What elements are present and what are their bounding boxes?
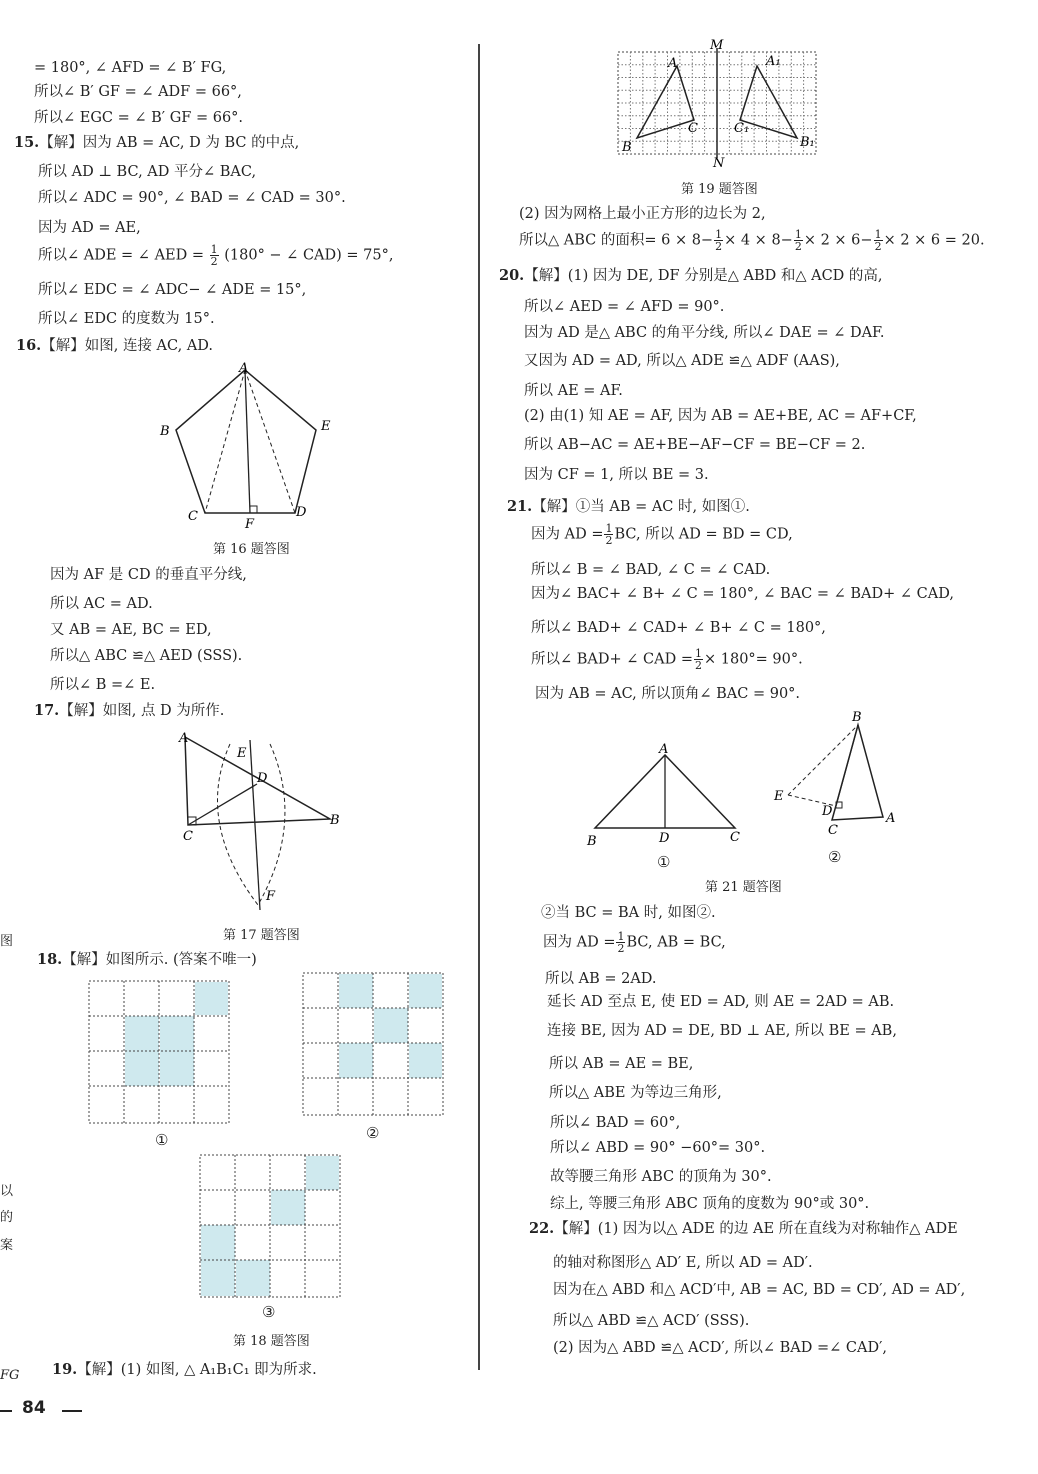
text-line: 所以△ ABC 的面积= 6 × 8− $\frac{1}{2}$ × 4 × 8− $\frac{1}{2}$ × 2 × 6− $\frac{1}{2}$ × 2 × 6 = 20.	[519, 228, 985, 253]
svg-text:A: A	[659, 742, 669, 757]
svg-text:B: B	[587, 834, 597, 849]
text-line: = 180°, ∠ AFD = ∠ B′ FG,	[34, 60, 227, 76]
text-line: 因为在△ ABD 和△ ACD′中, AB = AC, BD = CD′, AD = AD′,	[553, 1282, 966, 1298]
tile-grid-1	[88, 980, 230, 1124]
question-16: 16.【解】如图, 连接 AC, AD.	[16, 337, 214, 354]
text-line: 因为 CF = 1, 所以 BE = 3.	[524, 467, 709, 483]
text-line: 所以 AC = AD.	[50, 596, 153, 612]
svg-text:D: D	[659, 831, 670, 846]
text-line: 所以 AB = AE = BE,	[549, 1056, 694, 1072]
edge-fragment: 的	[0, 1210, 14, 1225]
column-divider	[478, 44, 480, 1370]
svg-text:E: E	[237, 746, 247, 761]
figure-marker: ①	[155, 1131, 169, 1149]
solution-label: 【解】	[39, 135, 83, 151]
svg-text:M: M	[710, 38, 724, 53]
svg-text:C₁: C₁	[734, 121, 750, 136]
text-line: 所以∠ EDC = ∠ ADC− ∠ ADE = 15°,	[38, 282, 307, 298]
text-line: 所以 AE = AF.	[524, 383, 623, 399]
svg-text:A₁: A₁	[766, 54, 781, 69]
svg-text:B: B	[852, 710, 862, 725]
text-line: 所以∠ EDC 的度数为 15°.	[38, 311, 215, 327]
svg-text:A: A	[239, 361, 249, 376]
figure-caption: 第 18 题答图	[233, 1334, 310, 1349]
tile-grid-3	[199, 1154, 341, 1298]
text-line: 所以 AB = 2AD.	[545, 971, 657, 987]
text-line: 延长 AD 至点 E, 使 ED = AD, 则 AE = 2AD = AB.	[547, 994, 895, 1010]
text-line: 因为 AF 是 CD 的垂直平分线,	[50, 567, 247, 583]
isosceles-right-figure	[585, 735, 750, 850]
text-line: 所以 AB−AC = AE+BE−AF−CF = BE−CF = 2.	[524, 437, 866, 453]
text-line: 所以∠ B = ∠ BAD, ∠ C = ∠ CAD.	[531, 562, 771, 578]
text-line: 所以∠ BAD+ ∠ CAD = $\frac{1}{2}$ × 180°= 90°.	[531, 647, 803, 672]
edge-fragment: 案	[0, 1238, 14, 1253]
question-number: 15.	[14, 134, 40, 151]
figure-marker: ②	[828, 848, 842, 866]
text-line: 因为 AB = AC, 所以顶角∠ BAC = 90°.	[535, 686, 801, 702]
text-line: 连接 BE, 因为 AD = DE, BD ⊥ AE, 所以 BE = AB,	[547, 1023, 897, 1039]
text-line: (2) 因为△ ABD ≌△ ACD′, 所以∠ BAD =∠ CAD′,	[553, 1340, 888, 1356]
svg-text:D: D	[822, 804, 833, 819]
text-line: 所以∠ BAD+ ∠ CAD+ ∠ B+ ∠ C = 180°,	[531, 620, 826, 636]
question-21: 21.【解】①当 AB = AC 时, 如图①.	[507, 498, 750, 515]
text-line: 又 AB = AE, BC = ED,	[50, 622, 212, 638]
svg-text:D: D	[296, 505, 307, 520]
text-line: 所以∠ BAD = 60°,	[550, 1115, 681, 1131]
svg-text:E: E	[774, 789, 784, 804]
fraction: $\frac{1}{2}$	[210, 243, 218, 268]
svg-text:C: C	[188, 509, 198, 524]
text-line: 所以△ ABC ≌△ AED (SSS).	[50, 648, 243, 664]
svg-text:B: B	[160, 424, 170, 439]
text-line: 因为 AD = $\frac{1}{2}$ BC, 所以 AD = BD = CD,	[531, 522, 793, 547]
text-line: 又因为 AD = AD, 所以△ ADE ≌△ ADF (AAS),	[524, 353, 840, 369]
grid-reflection-figure	[612, 36, 824, 168]
text-line: 所以∠ ABD = 90° −60°= 30°.	[550, 1140, 766, 1156]
text-line: 因为 AD = AE,	[38, 220, 141, 236]
text-line: 所以∠ AED = ∠ AFD = 90°.	[524, 299, 725, 315]
edge-fragment: FG	[0, 1368, 20, 1383]
svg-text:C: C	[828, 823, 838, 838]
figure-marker: ②	[366, 1124, 380, 1142]
text-line: 所以 AD ⊥ BC, AD 平分∠ BAC,	[38, 164, 257, 180]
text-line: 所以△ ABE 为等边三角形,	[549, 1085, 722, 1101]
text-line: 综上, 等腰三角形 ABC 顶角的度数为 90°或 30°.	[550, 1196, 870, 1212]
text-line: 所以∠ ADC = 90°, ∠ BAD = ∠ CAD = 30°.	[38, 190, 346, 206]
edge-fragment: 图	[0, 934, 14, 949]
tile-grid-2	[302, 972, 444, 1116]
svg-text:B: B	[330, 813, 340, 828]
svg-text:A: A	[886, 811, 896, 826]
text-line: 因为 AD = $\frac{1}{2}$ BC, AB = BC,	[543, 930, 726, 955]
svg-text:B: B	[622, 140, 632, 155]
figure-caption: 第 17 题答图	[223, 928, 300, 943]
text-line: ②当 BC = BA 时, 如图②.	[541, 905, 716, 921]
svg-text:C: C	[183, 829, 193, 844]
page-rule	[0, 1410, 12, 1412]
svg-text:C: C	[688, 121, 698, 136]
figure-caption: 第 21 题答图	[705, 880, 782, 895]
question-20: 20.【解】(1) 因为 DE, DF 分别是△ ABD 和△ ACD 的高,	[499, 267, 883, 284]
equilateral-extension-figure	[770, 705, 905, 840]
text-line: 故等腰三角形 ABC 的顶角为 30°.	[550, 1169, 772, 1185]
svg-text:F: F	[266, 889, 276, 904]
question-19: 19.【解】(1) 如图, △ A₁B₁C₁ 即为所求.	[52, 1361, 317, 1378]
question-15: 15.【解】因为 AB = AC, D 为 BC 的中点,	[14, 134, 300, 151]
figure-marker: ③	[262, 1303, 276, 1321]
figure-caption: 第 19 题答图	[681, 182, 758, 197]
text-line: 的轴对称图形△ AD′ E, 所以 AD = AD′.	[553, 1255, 813, 1271]
page-number: 84	[22, 1398, 46, 1418]
pentagon-figure	[150, 358, 350, 533]
svg-text:N: N	[713, 156, 725, 168]
question-18: 18.【解】如图所示. (答案不唯一)	[37, 951, 257, 968]
edge-fragment: 以	[0, 1184, 14, 1199]
text-line: 所以∠ B =∠ E.	[50, 677, 156, 693]
text-line: 所以△ ABD ≌△ ACD′ (SSS).	[553, 1313, 750, 1329]
figure-marker: ①	[657, 853, 671, 871]
svg-text:F: F	[245, 517, 255, 532]
question-17: 17.【解】如图, 点 D 为所作.	[34, 702, 225, 719]
question-22: 22.【解】(1) 因为以△ ADE 的边 AE 所在直线为对称轴作△ ADE	[529, 1220, 958, 1237]
svg-text:A: A	[179, 731, 189, 746]
text-line: 因为 AD 是△ ABC 的角平分线, 所以∠ DAE = ∠ DAF.	[524, 325, 885, 341]
svg-text:A: A	[668, 56, 678, 71]
construction-figure	[170, 722, 350, 917]
text-line: 所以∠ ADE = ∠ AED = $\frac{1}{2}$ (180° − ∠ CAD) = 75°,	[38, 243, 394, 268]
text-line: 所以∠ B′ GF = ∠ ADF = 66°,	[34, 84, 242, 100]
svg-text:E: E	[321, 419, 331, 434]
text-line: 所以∠ EGC = ∠ B′ GF = 66°.	[34, 110, 244, 126]
text-line: (2) 因为网格上最小正方形的边长为 2,	[519, 206, 766, 222]
svg-text:B₁: B₁	[800, 135, 815, 150]
text-line: 因为∠ BAC+ ∠ B+ ∠ C = 180°, ∠ BAC = ∠ BAD+ ∠ CAD,	[531, 586, 954, 602]
svg-text:C: C	[730, 830, 740, 845]
figure-caption: 第 16 题答图	[213, 542, 290, 557]
page-rule	[62, 1410, 82, 1412]
text-line: (2) 由(1) 知 AE = AF, 因为 AB = AE+BE, AC = AF+CF,	[524, 408, 917, 424]
svg-text:D: D	[257, 771, 268, 786]
